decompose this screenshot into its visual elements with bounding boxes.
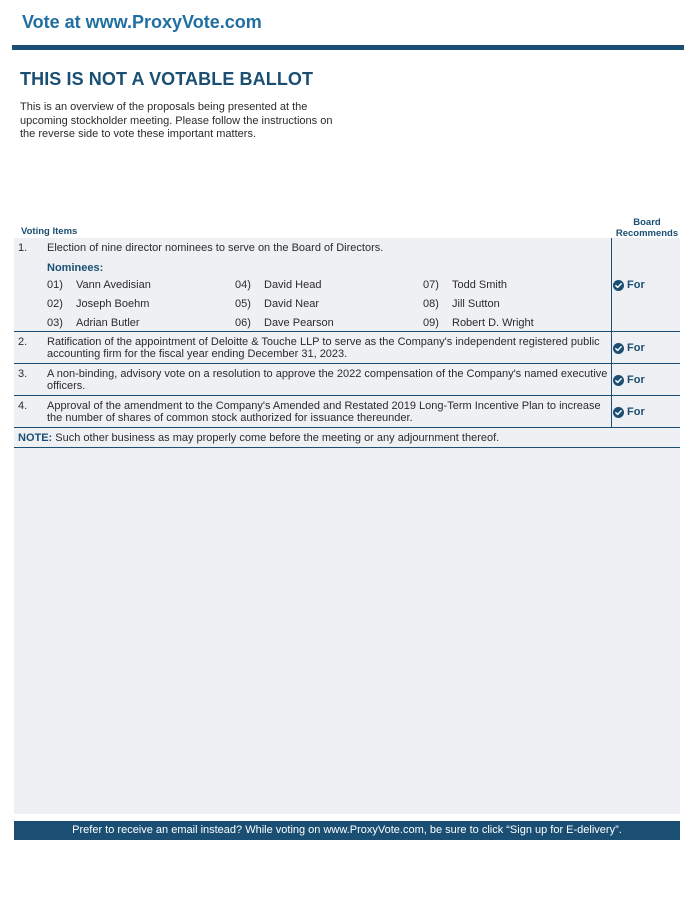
check-circle-icon	[613, 407, 624, 418]
board-header-line1: Board	[633, 217, 661, 228]
nominee-number: 01)	[47, 279, 63, 291]
recommendation-label: For	[627, 279, 645, 291]
check-circle-icon	[613, 343, 624, 354]
nominee-number: 09)	[423, 317, 439, 329]
row-divider	[14, 427, 680, 428]
check-circle-icon	[613, 280, 624, 291]
board-header-line2: Recommends	[615, 228, 679, 239]
nominee-name: Vann Avedisian	[76, 279, 151, 291]
recommendation-item-4	[613, 406, 679, 418]
recommendation-item-2	[613, 342, 679, 354]
row-divider	[14, 395, 680, 396]
note-text: Such other business as may properly come before the meeting or any adjournment thereof.	[52, 432, 500, 444]
nominee-number: 05)	[235, 298, 251, 310]
nominee-number: 08)	[423, 298, 439, 310]
note-label: NOTE:	[18, 432, 53, 444]
nominee-number: 04)	[235, 279, 251, 291]
board-recommends-header	[612, 217, 682, 239]
item-number: 2.	[18, 336, 28, 348]
nominee-number: 06)	[235, 317, 251, 329]
nominee-number: 02)	[47, 298, 63, 310]
row-divider	[14, 363, 680, 364]
recommendation-item-1	[613, 279, 679, 291]
nominee-number: 07)	[423, 279, 439, 291]
nominee-name: Joseph Boehm	[76, 298, 150, 310]
note	[18, 432, 678, 444]
recommendation-label: For	[627, 342, 645, 354]
nominee-name: Todd Smith	[452, 279, 508, 291]
row-divider	[14, 447, 680, 448]
item-number: 1.	[18, 242, 28, 254]
row-divider	[14, 331, 680, 332]
item-text: A non-binding, advisory vote on a resolution to approve the 2022 compensation of the Company's named executive officers.	[47, 368, 608, 392]
intro-text: This is an overview of the proposals being presented at the upcoming stockholder meeting. Please follow the instructions on the reverse side to vote these important matters.	[20, 101, 333, 140]
nominee-name: David Head	[264, 279, 322, 291]
item-text: Election of nine director nominees to serve on the Board of Directors.	[47, 242, 384, 254]
nominee-name: Jill Sutton	[452, 298, 500, 310]
item-text: Ratification of the appointment of Deloitte & Touche LLP to serve as the Company's independent registered public accounting firm for the fiscal year ending December 31, 2023.	[47, 336, 600, 360]
item-text: Approval of the amendment to the Company's Amended and Restated 2019 Long-Term Incentive Plan to increase the number of shares of common stock authorized for issuance thereunder.	[47, 400, 601, 424]
item-number: 3.	[18, 368, 28, 380]
nominee-name: Dave Pearson	[264, 317, 334, 329]
e-delivery-banner: Prefer to receive an email instead? While voting on www.ProxyVote.com, be sure to click “Sign up for E-delivery”.	[14, 821, 680, 840]
voting-items-header: Voting Items	[21, 226, 78, 237]
recommendation-item-3	[613, 374, 679, 386]
check-circle-icon	[613, 375, 624, 386]
recommendation-label: For	[627, 406, 645, 418]
header-divider	[12, 45, 684, 50]
nominee-name: Robert D. Wright	[452, 317, 534, 329]
nominee-name: David Near	[264, 298, 320, 310]
item-number: 4.	[18, 400, 28, 412]
nominee-number: 03)	[47, 317, 63, 329]
recommendation-label: For	[627, 374, 645, 386]
nominee-name: Adrian Butler	[76, 317, 140, 329]
page-title: THIS IS NOT A VOTABLE BALLOT	[20, 69, 314, 89]
nominees-label: Nominees:	[47, 262, 104, 274]
proxyvote-link[interactable]: Vote at www.ProxyVote.com	[22, 12, 262, 32]
